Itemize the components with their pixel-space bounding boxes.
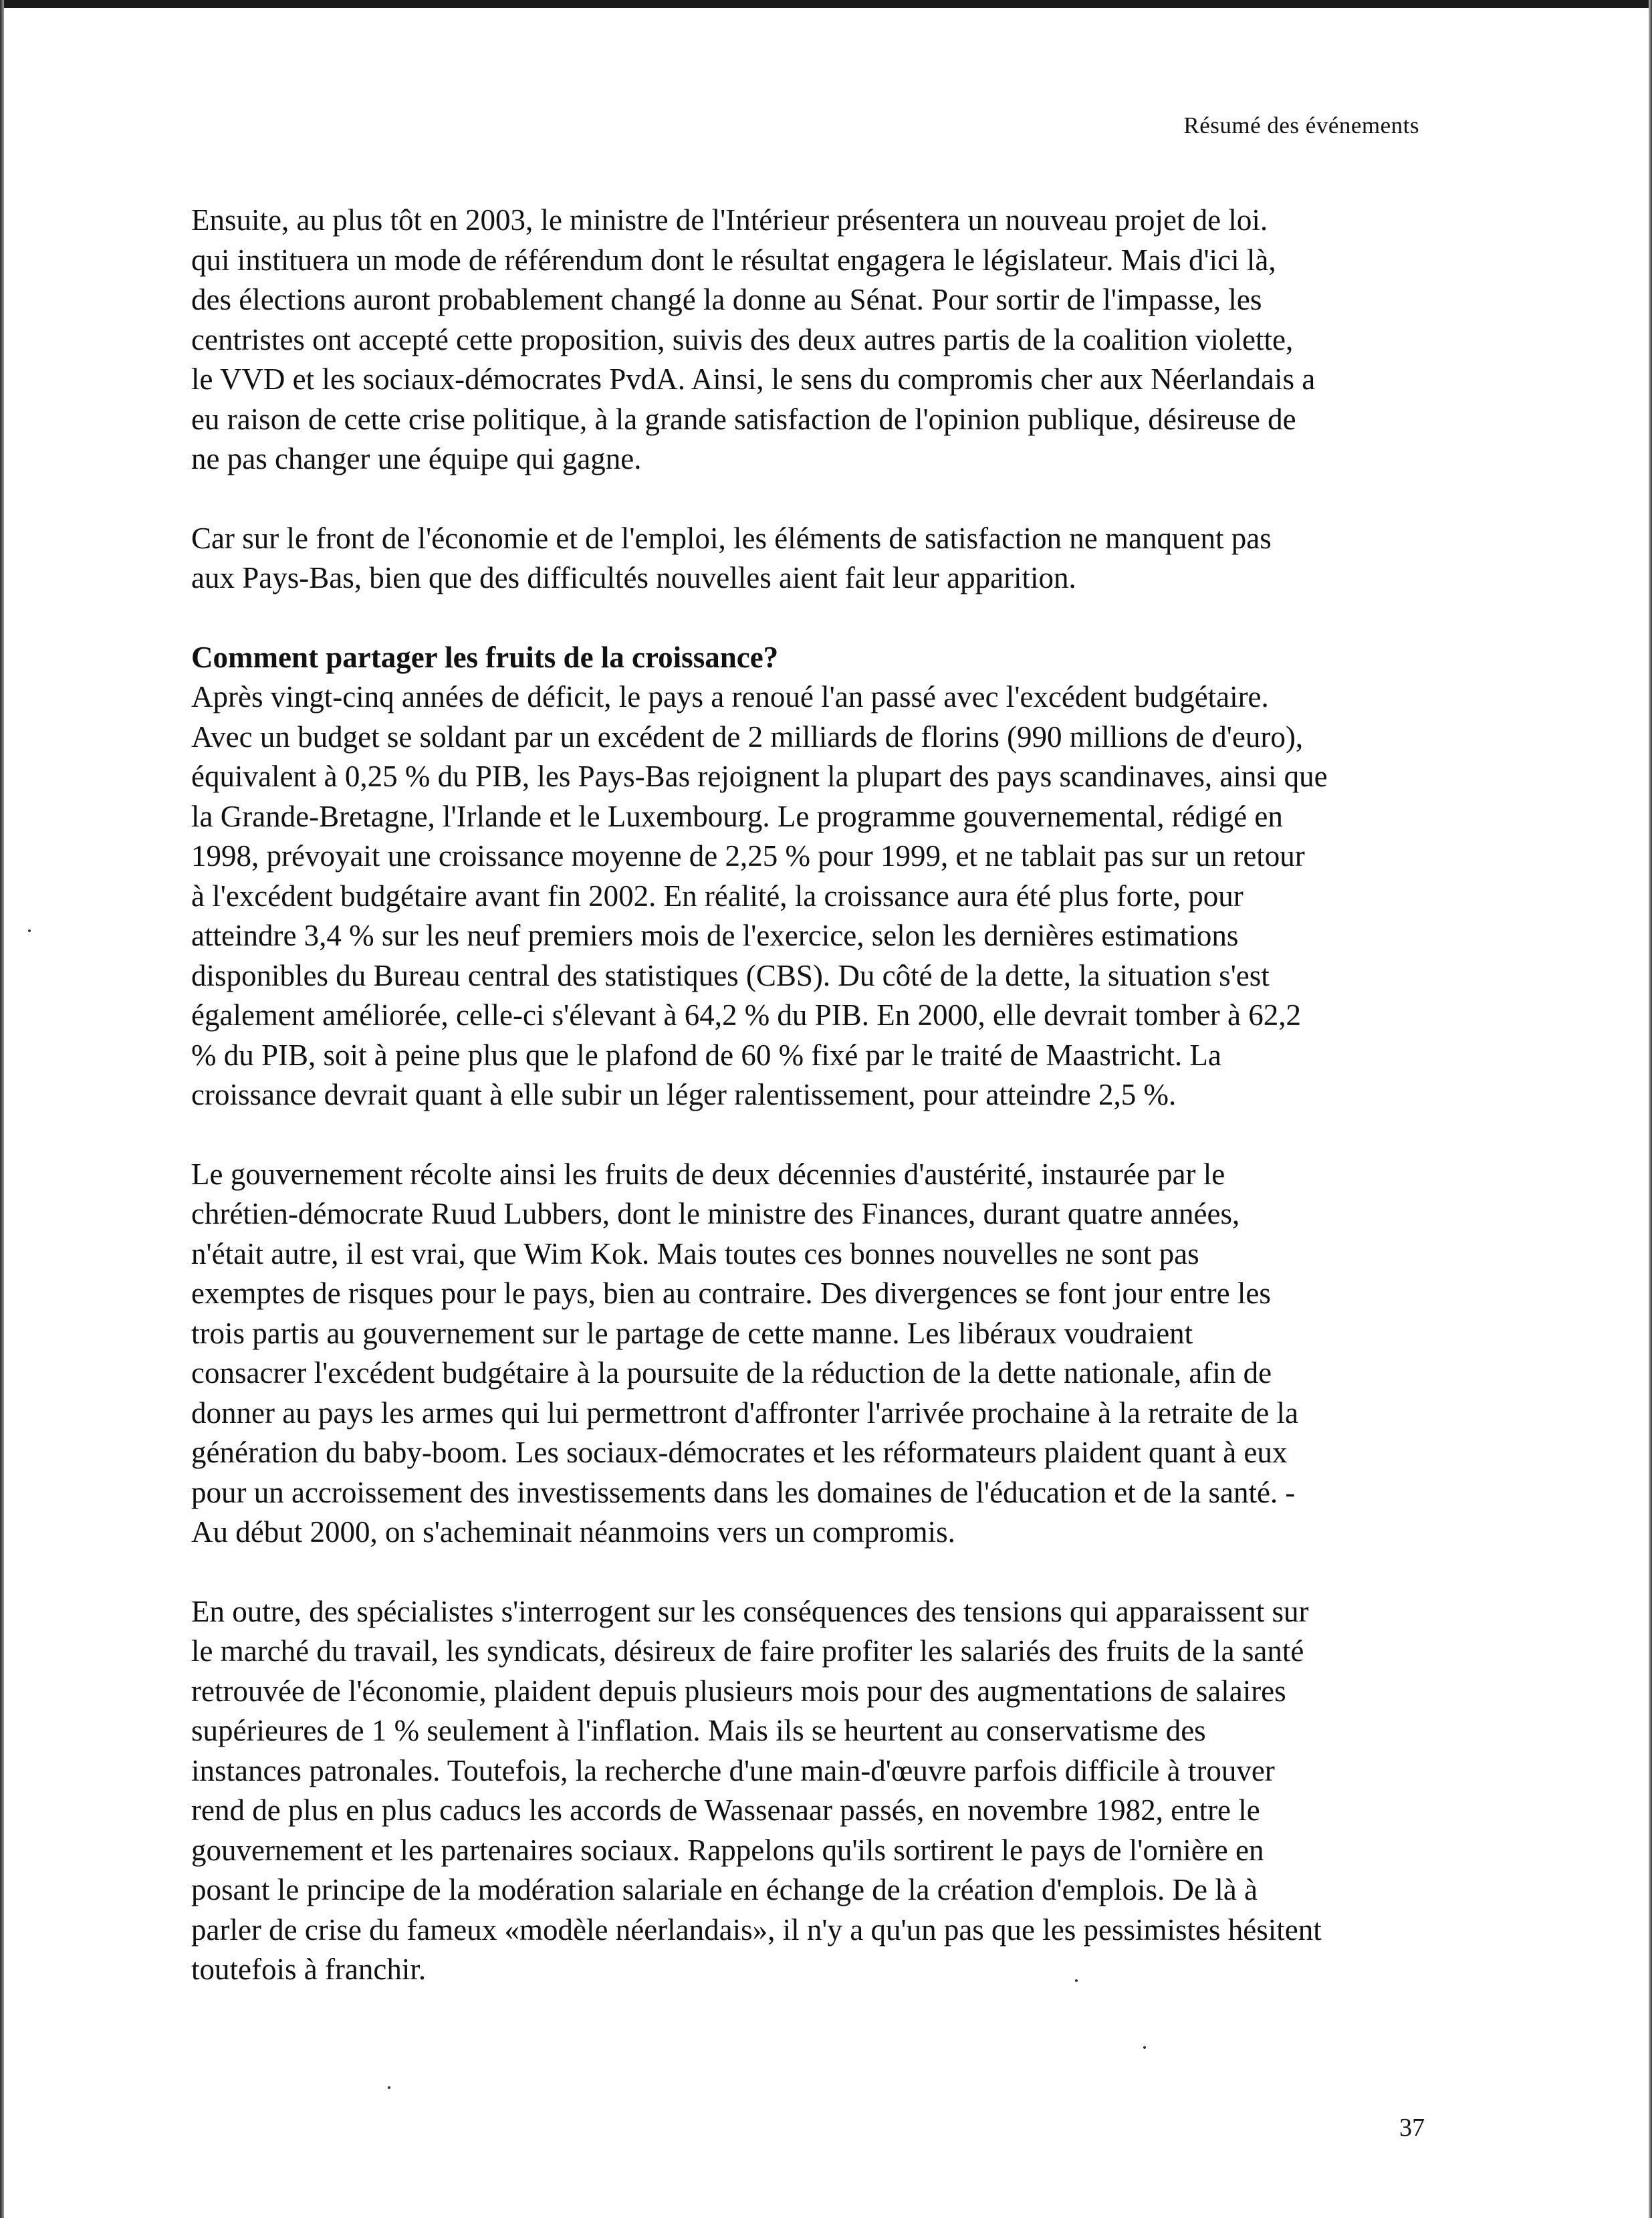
text-line: chrétien-démocrate Ruud Lubbers, dont le ministre des Finances, durant quatre années, <box>191 1197 1240 1230</box>
text-line: donner au pays les armes qui lui permettront d'affronter l'arrivée prochaine à la retraite de la <box>191 1396 1298 1430</box>
text-line: le VVD et les sociaux-démocrates PvdA. Ainsi, le sens du compromis cher aux Néerlandais a <box>191 362 1316 396</box>
paragraph-1 <box>191 201 1448 479</box>
scan-speck <box>28 929 31 932</box>
text-line: retrouvée de l'économie, plaident depuis plusieurs mois pour des augmentations de salaires <box>191 1674 1286 1708</box>
text-line: posant le principe de la modération salariale en échange de la création d'emplois. De là à <box>191 1873 1258 1906</box>
text-line: croissance devrait quant à elle subir un léger ralentissement, pour atteindre 2,5 %. <box>191 1078 1177 1111</box>
text-line: % du PIB, soit à peine plus que le plafond de 60 % fixé par le traité de Maastricht. La <box>191 1038 1221 1072</box>
text-line: également améliorée, celle-ci s'élevant à 64,2 % du PIB. En 2000, elle devrait tomber à 62,2 <box>191 998 1302 1032</box>
text-line: rend de plus en plus caducs les accords de Wassenaar passés, en novembre 1982, entre le <box>191 1793 1260 1827</box>
scan-speck <box>1143 2046 1146 2049</box>
text-line: exemptes de risques pour le pays, bien au contraire. Des divergences se font jour entre les <box>191 1277 1271 1310</box>
scan-speck <box>1075 1979 1078 1982</box>
text-line: consacrer l'excédent budgétaire à la poursuite de la réduction de la dette nationale, afin de <box>191 1356 1272 1390</box>
text-line: centristes ont accepté cette proposition, suivis des deux autres partis de la coalition violette, <box>191 322 1294 356</box>
text-line: équivalent à 0,25 % du PIB, les Pays-Bas rejoignent la plupart des pays scandinaves, ainsi que <box>191 760 1328 793</box>
page-number: 37 <box>1399 2114 1425 2142</box>
text-line: En outre, des spécialistes s'interrogent sur les conséquences des tensions qui apparaissent sur <box>191 1594 1309 1628</box>
text-line: 1998, prévoyait une croissance moyenne de 2,25 % pour 1999, et ne tablait pas sur un retour <box>191 839 1305 873</box>
paragraph-3 <box>191 638 1448 1115</box>
paragraph-4 <box>191 1155 1448 1553</box>
paragraph-2 <box>191 519 1448 598</box>
paragraph-5 <box>191 1592 1448 1990</box>
text-line: Après vingt-cinq années de déficit, le pays a renoué l'an passé avec l'excédent budgétaire. <box>191 680 1269 713</box>
text-line: qui instituera un mode de référendum dont le résultat engagera le législateur. Mais d'ici là, <box>191 243 1276 277</box>
text-line: aux Pays-Bas, bien que des difficultés nouvelles aient fait leur apparition. <box>191 561 1076 594</box>
text-line: génération du baby-boom. Les sociaux-démocrates et les réformateurs plaident quant à eux <box>191 1436 1288 1469</box>
text-line: parler de crise du fameux «modèle néerlandais», il n'y a qu'un pas que les pessimistes hésitent <box>191 1912 1322 1947</box>
text-line: trois partis au gouvernement sur le partage de cette manne. Les libéraux voudraient <box>191 1316 1193 1350</box>
text-line: Ensuite, au plus tôt en 2003, le ministre de l'Intérieur présentera un nouveau projet de loi. <box>191 203 1268 237</box>
text-line: Au début 2000, on s'acheminait néanmoins vers un compromis. <box>191 1515 955 1549</box>
text-line: gouvernement et les partenaires sociaux. Rappelons qu'ils sortirent le pays de l'ornière en <box>191 1833 1264 1867</box>
scan-border-left <box>0 0 4 2218</box>
text-line: supérieures de 1 % seulement à l'inflation. Mais ils se heurtent au conservatisme des <box>191 1714 1206 1747</box>
text-line: disponibles du Bureau central des statistiques (CBS). Du côté de la dette, la situation s'est <box>191 958 1270 992</box>
text-line: Le gouvernement récolte ainsi les fruits de deux décennies d'austérité, instaurée par le <box>191 1157 1225 1191</box>
scan-border-top <box>0 0 1652 8</box>
text-line: eu raison de cette crise politique, à la grande satisfaction de l'opinion publique, désireuse de <box>191 402 1296 436</box>
text-line: ne pas changer une équipe qui gagne. <box>191 442 642 475</box>
text-line: le marché du travail, les syndicats, désireux de faire profiter les salariés des fruits de la santé <box>191 1634 1304 1668</box>
scan-border-right <box>1649 0 1652 2218</box>
text-line: Car sur le front de l'économie et de l'emploi, les éléments de satisfaction ne manquent pas <box>191 521 1272 555</box>
text-line: pour un accroissement des investissements dans les domaines de l'éducation et de la santé. - <box>191 1475 1296 1509</box>
page-body <box>191 201 1448 2029</box>
text-line: instances patronales. Toutefois, la recherche d'une main-d'œuvre parfois difficile à trouver <box>191 1753 1275 1787</box>
text-line: toutefois à franchir. <box>191 1953 427 1986</box>
running-header: Résumé des événements <box>1183 112 1419 138</box>
section-heading: Comment partager les fruits de la croissance? <box>191 640 779 674</box>
text-line: à l'excédent budgétaire avant fin 2002. En réalité, la croissance aura été plus forte, pour <box>191 879 1244 913</box>
text-line: n'était autre, il est vrai, que Wim Kok. Mais toutes ces bonnes nouvelles ne sont pas <box>191 1236 1199 1270</box>
text-line: atteindre 3,4 % sur les neuf premiers mois de l'exercice, selon les dernières estimations <box>191 919 1239 952</box>
text-line: la Grande-Bretagne, l'Irlande et le Luxembourg. Le programme gouvernemental, rédigé en <box>191 799 1283 833</box>
text-line: des élections auront probablement changé la donne au Sénat. Pour sortir de l'impasse, les <box>191 283 1262 316</box>
scan-speck <box>388 2086 390 2089</box>
text-line: Avec un budget se soldant par un excédent de 2 milliards de florins (990 millions de d'euro), <box>191 719 1304 754</box>
